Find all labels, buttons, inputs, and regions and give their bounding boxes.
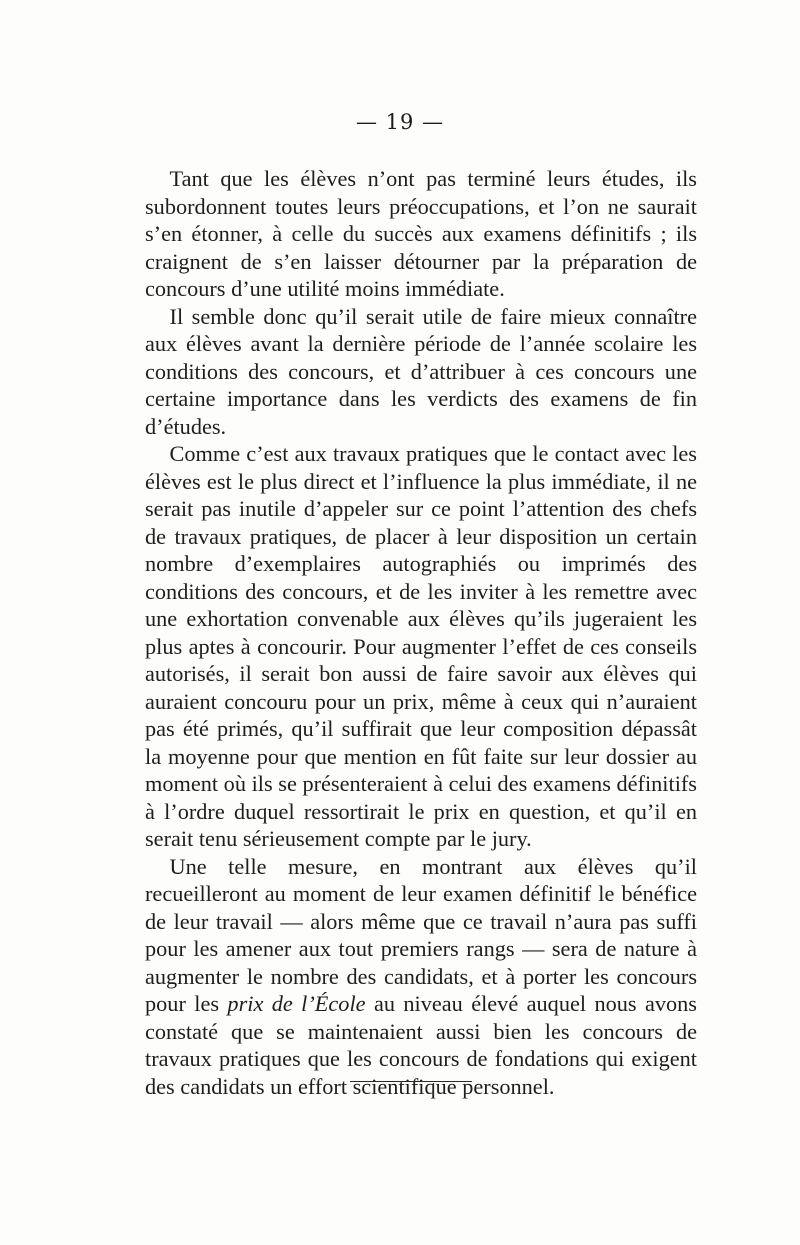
paragraph-4 — [145, 853, 697, 1101]
end-divider-rule — [350, 1081, 472, 1082]
paragraph-1: Tant que les élèves n’ont pas terminé leurs études, ils subordonnent toutes leurs préoccupations, et l’on ne saurait s’en étonner, à celle du succès aux examens définitifs ; ils craignent de s’en laisser détourner par la préparation de concours d’une utilité moins immédiate. — [145, 166, 697, 301]
paragraph-3: Comme c’est aux travaux pratiques que le contact avec les élèves est le plus direct et l’influence la plus immédiate, il ne serait pas inutile d’appeler sur ce point l’attention des chefs de travaux pratiques, de placer à leur disposition un certain nombre d’exemplaires autographiés ou imprimés des conditions des concours, et de les inviter à les remettre avec une exhortation convenable aux élèves qu’ils jugeraient les plus aptes à concourir. Pour augmenter l’effet de ces conseils autorisés, il serait bon aussi de faire savoir aux élèves qui auraient concouru pour un prix, même à ceux qui n’auraient pas été primés, qu’il suffirait que leur composition dépassât la moyenne pour que mention en fût faite sur leur dossier au moment où ils se présenteraient à celui des examens définitifs à l’ordre duquel ressortirait le prix en question, et qu’il en serait tenu sérieusement compte par le jury. — [145, 441, 697, 851]
body-text — [145, 165, 697, 1100]
paragraph-2: Il semble donc qu’il serait utile de faire mieux connaître aux élèves avant la dernière période de l’année scolaire les conditions des concours, et d’attribuer à ces concours une certaine importance dans les verdicts des examens de fin d’études. — [145, 303, 697, 439]
page-number: — 19 — — [355, 110, 445, 134]
paragraph-4-text-start: Une telle mesure, en montrant aux élèves qu’il recueilleront au moment de leur examen définitif le bénéfice de leur travail — alors même que ce travail n’aura pas suffi pour les amener aux tout premiers rangs — sera de nature à augmenter le nombre des candidats, et à porter les concours pour les — [145, 853, 697, 1016]
paragraph-4-italic-title: prix de l’École — [227, 991, 366, 1016]
paragraph-4-text-end: au niveau élevé auquel nous avons constaté que se maintenaient aussi bien les concours de travaux pratiques que les concours de fondations qui exigent des candidats un effort scientifique personnel. — [145, 991, 697, 1099]
